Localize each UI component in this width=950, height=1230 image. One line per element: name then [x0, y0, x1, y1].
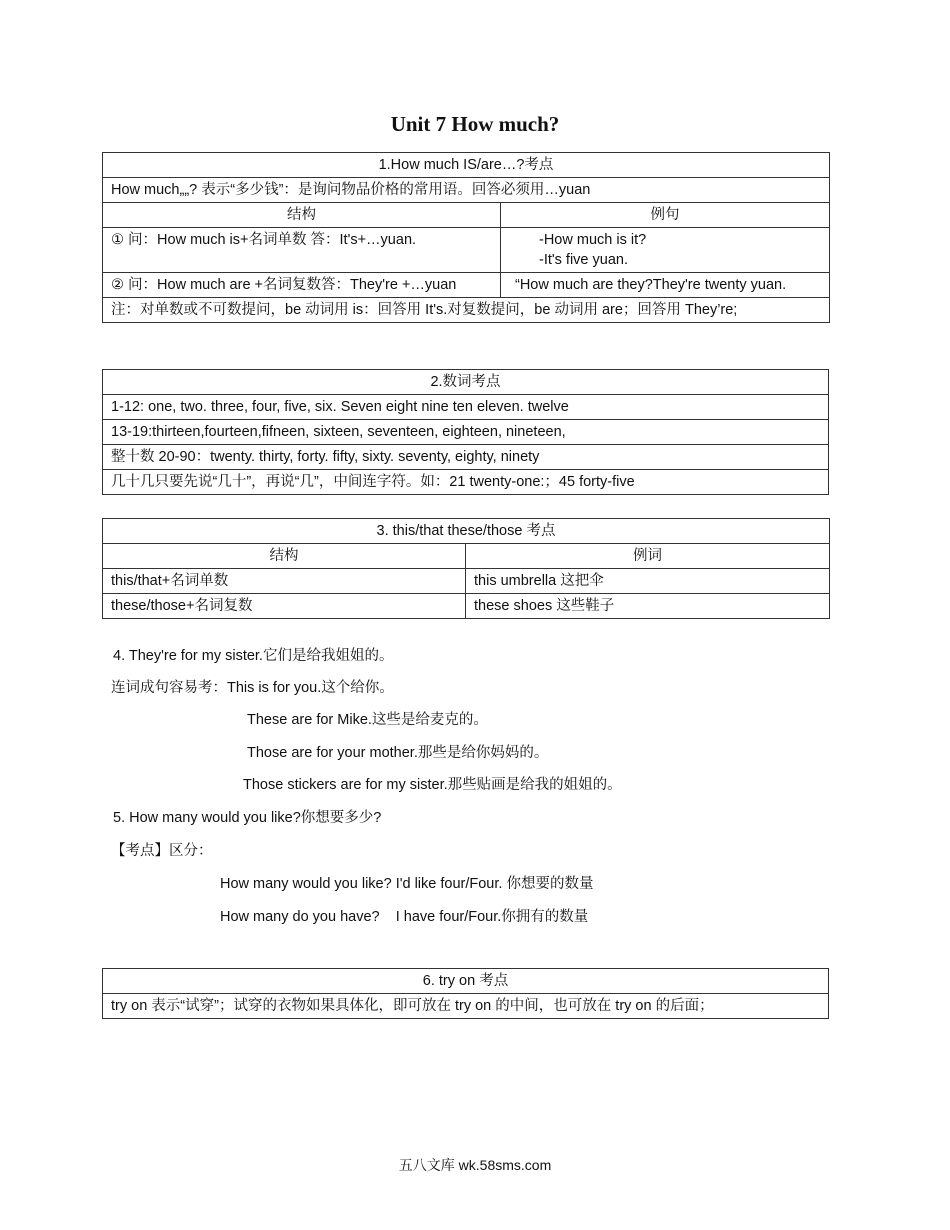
footer-watermark: 五八文库 wk.58sms.com	[398, 1157, 552, 1173]
table-heading: 1.How much IS/are…?考点	[103, 153, 830, 178]
compare-sentence: How many do you have? I have four/Four.你拥有的数量	[220, 909, 589, 925]
table-row: 1-12: one, two. three, four, five, six. Seven eight nine ten eleven. twelve	[103, 395, 829, 420]
section-5-heading: 5. How many would you like?你想要多少?	[113, 810, 382, 826]
table-cell: these/those+名词复数	[103, 594, 466, 619]
table-how-much	[102, 152, 830, 323]
table-cell	[501, 228, 830, 273]
table-numbers	[102, 369, 829, 495]
example-sentence: Those are for your mother.那些是给你妈妈的。	[247, 745, 549, 761]
table-cell: this/that+名词单数	[103, 569, 466, 594]
column-header-example: 例句	[501, 203, 830, 228]
table-cell: this umbrella 这把伞	[466, 569, 830, 594]
column-header-structure: 结构	[103, 203, 501, 228]
compare-sentence: How many would you like? I'd like four/Four. 你想要的数量	[220, 876, 594, 892]
example-sentence: Those stickers are for my sister.那些贴画是给我的姐姐的。	[243, 777, 622, 793]
table-cell: ① 问：How much is+名词单数 答：It's+…yuan.	[103, 228, 501, 273]
section-4-intro: 连词成句容易考：This is for you.这个给你。	[111, 680, 394, 696]
table-cell: ② 问：How much are +名词复数答：They're +…yuan	[103, 273, 501, 298]
example-sentence: These are for Mike.这些是给麦克的。	[247, 712, 488, 728]
example-line: -How much is it?	[539, 232, 647, 248]
section-5-point: 【考点】区分：	[111, 843, 213, 859]
table-heading: 6. try on 考点	[103, 969, 829, 994]
section-4-heading: 4. They're for my sister.它们是给我姐姐的。	[113, 648, 394, 664]
column-header-structure: 结构	[103, 544, 466, 569]
table-note: 注：对单数或不可数提问，be 动词用 is：回答用 It's.对复数提问，be 动词用 are；回答用 They’re;	[103, 298, 830, 323]
example-line: -It's five yuan.	[539, 252, 628, 268]
table-body: try on 表示“试穿”；试穿的衣物如果具体化，即可放在 try on 的中间，也可放在 try on 的后面；	[103, 994, 829, 1019]
page-title: Unit 7 How much?	[390, 112, 560, 136]
table-heading: 2.数词考点	[103, 370, 829, 395]
table-cell: these shoes 这些鞋子	[466, 594, 830, 619]
table-row: 几十几只要先说“几十”，再说“几”，中间连字符。如：21 twenty-one:；45 forty-five	[103, 470, 829, 495]
table-cell: “How much are they?They're twenty yuan.	[501, 273, 830, 298]
table-row: 整十数 20-90：twenty. thirty, forty. fifty, sixty. seventy, eighty, ninety	[103, 445, 829, 470]
table-this-that	[102, 518, 830, 619]
table-row: 13-19:thirteen,fourteen,fifneen, sixteen, seventeen, eighteen, nineteen,	[103, 420, 829, 445]
table-heading: 3. this/that these/those 考点	[103, 519, 830, 544]
column-header-example: 例词	[466, 544, 830, 569]
table-intro: How much„„? 表示“多少钱”：是询问物品价格的常用语。回答必须用…yuan	[103, 178, 830, 203]
table-try-on	[102, 968, 829, 1019]
